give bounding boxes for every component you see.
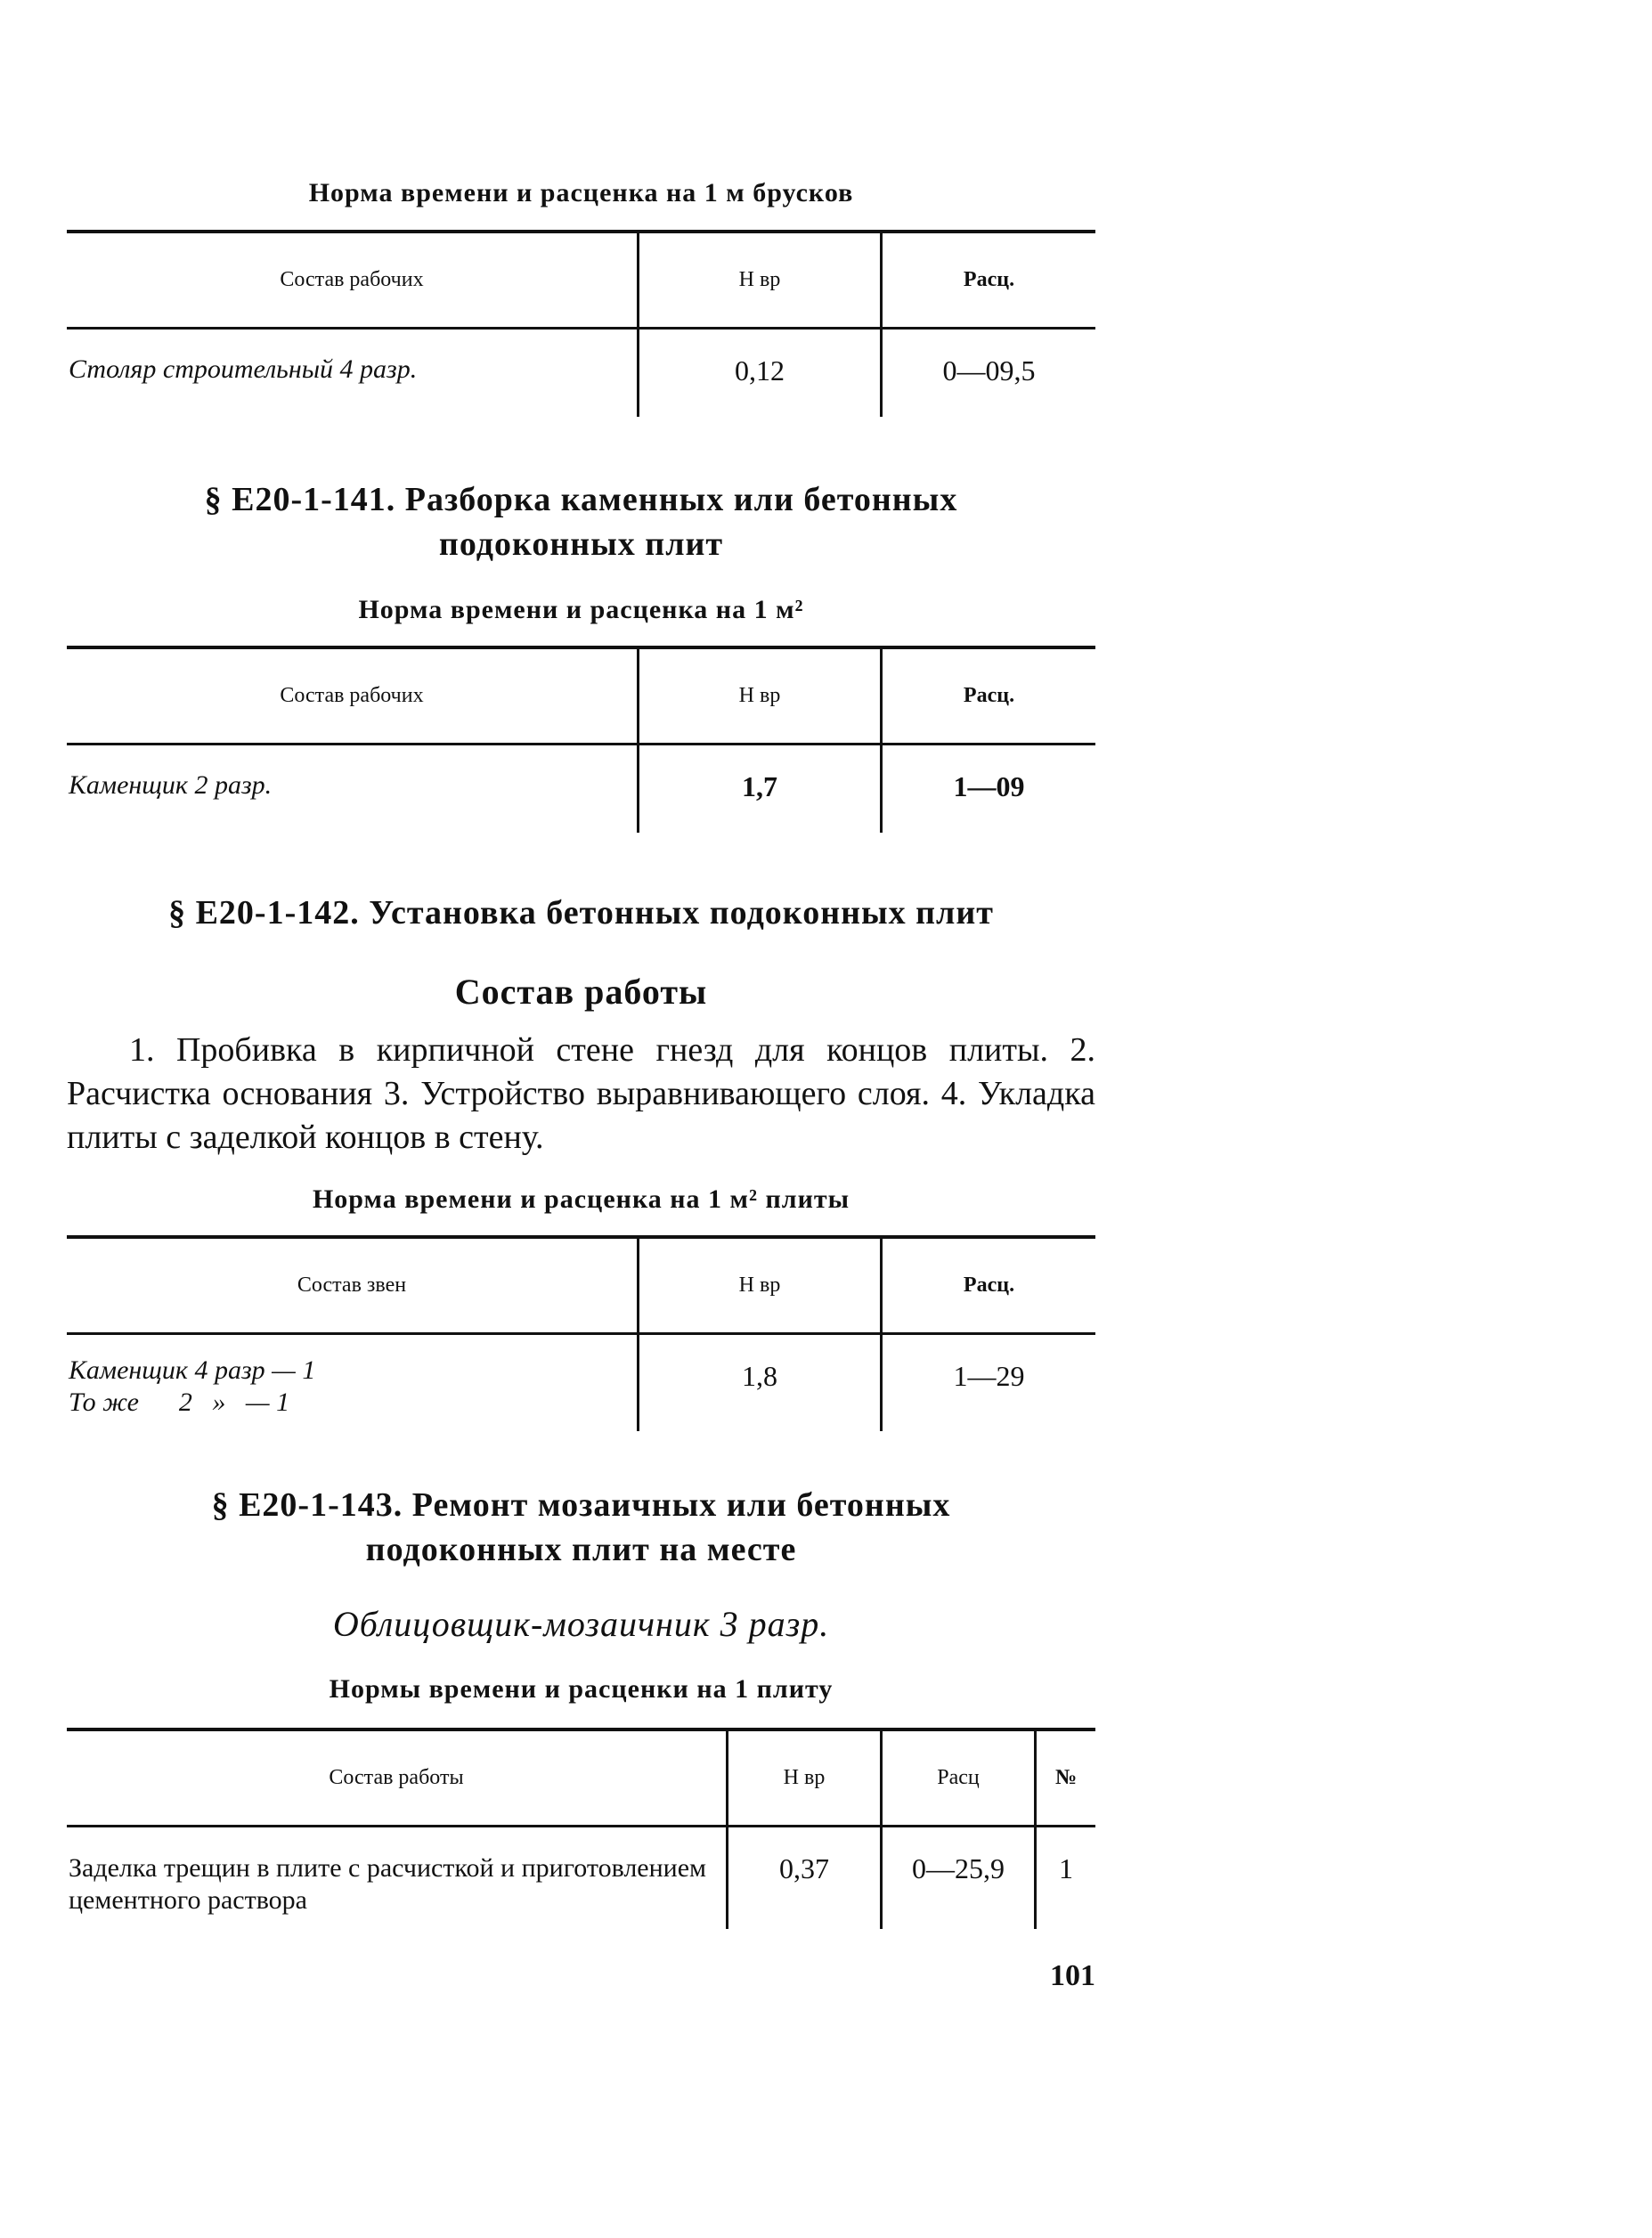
norm-table-bars bbox=[67, 230, 1095, 417]
cell-rasc: 1—29 bbox=[882, 1334, 1096, 1432]
header-rasc: Расц. bbox=[882, 647, 1096, 745]
section-143-line2: подоконных плит на месте bbox=[365, 1531, 797, 1568]
cell-rasc: 1—09 bbox=[882, 745, 1096, 834]
header-hvr: Н вр bbox=[639, 647, 882, 745]
work-composition-text: 1. Пробивка в кирпичной стене гнезд для концов плиты. 2. Расчистка основания 3. Устройство выравнивающего слоя. 4. Укладка плиты с заделкой концов в стену. bbox=[67, 1031, 1095, 1156]
cell-number: 1 bbox=[1036, 1827, 1096, 1930]
section-143-line1: § Е20-1-143. Ремонт мозаичных или бетонных bbox=[211, 1486, 951, 1524]
header-crew: Состав звен bbox=[67, 1237, 639, 1334]
cell-rasc: 0—09,5 bbox=[882, 329, 1096, 418]
norm-table-141 bbox=[67, 646, 1095, 833]
section-141-line2: подоконных плит bbox=[438, 525, 724, 563]
work-composition-heading: Состав работы bbox=[454, 972, 708, 1012]
section-141-line1: § Е20-1-141. Разборка каменных или бетонных bbox=[204, 481, 958, 518]
page-number: 101 bbox=[1050, 1959, 1095, 1992]
norm-table-143 bbox=[67, 1728, 1095, 1929]
section-143-heading bbox=[67, 1483, 1095, 1572]
header-hvr: Н вр bbox=[728, 1729, 882, 1827]
cell-role: Каменщик 2 разр. bbox=[69, 770, 273, 800]
header-rasc: Расц bbox=[882, 1729, 1036, 1827]
cell-hvr: 1,8 bbox=[639, 1334, 882, 1432]
norm-table-142 bbox=[67, 1235, 1095, 1431]
cell-crew bbox=[67, 1334, 639, 1432]
table-row bbox=[67, 329, 1095, 418]
cell-hvr: 0,12 bbox=[639, 329, 882, 418]
section-142-heading: § Е20-1-142. Установка бетонных подоконных плит bbox=[168, 894, 994, 932]
table-caption-142: Норма времени и расценка на 1 м² плиты bbox=[312, 1184, 850, 1214]
header-workers: Состав рабочих bbox=[67, 647, 639, 745]
cell-work: Заделка трещин в плите с расчисткой и приготовлением цементного раствора bbox=[69, 1853, 707, 1915]
header-work: Состав работы bbox=[67, 1729, 728, 1827]
header-hvr: Н вр bbox=[639, 1237, 882, 1334]
header-workers: Состав рабочих bbox=[67, 232, 639, 329]
worker-category: Облицовщик-мозаичник 3 разр. bbox=[332, 1604, 830, 1644]
table-caption-143: Нормы времени и расценки на 1 плиту bbox=[329, 1674, 834, 1704]
table-row bbox=[67, 1334, 1095, 1432]
header-rasc: Расц. bbox=[882, 1237, 1096, 1334]
cell-hvr: 0,37 bbox=[728, 1827, 882, 1930]
table-caption-bars: Норма времени и расценка на 1 м брусков bbox=[308, 178, 854, 208]
table-row bbox=[67, 1827, 1095, 1930]
header-number: № bbox=[1036, 1729, 1096, 1827]
header-hvr: Н вр bbox=[639, 232, 882, 329]
crew-line-2: То же 2 » — 1 bbox=[69, 1388, 290, 1417]
cell-rasc: 0—25,9 bbox=[882, 1827, 1036, 1930]
cell-hvr: 1,7 bbox=[639, 745, 882, 834]
crew-line-1: Каменщик 4 разр — 1 bbox=[69, 1355, 316, 1385]
cell-role: Столяр строительный 4 разр. bbox=[69, 354, 418, 384]
section-141-heading bbox=[67, 477, 1095, 566]
table-row bbox=[67, 745, 1095, 834]
table-caption-141: Норма времени и расценка на 1 м² bbox=[358, 595, 804, 624]
header-rasc: Расц. bbox=[882, 232, 1096, 329]
